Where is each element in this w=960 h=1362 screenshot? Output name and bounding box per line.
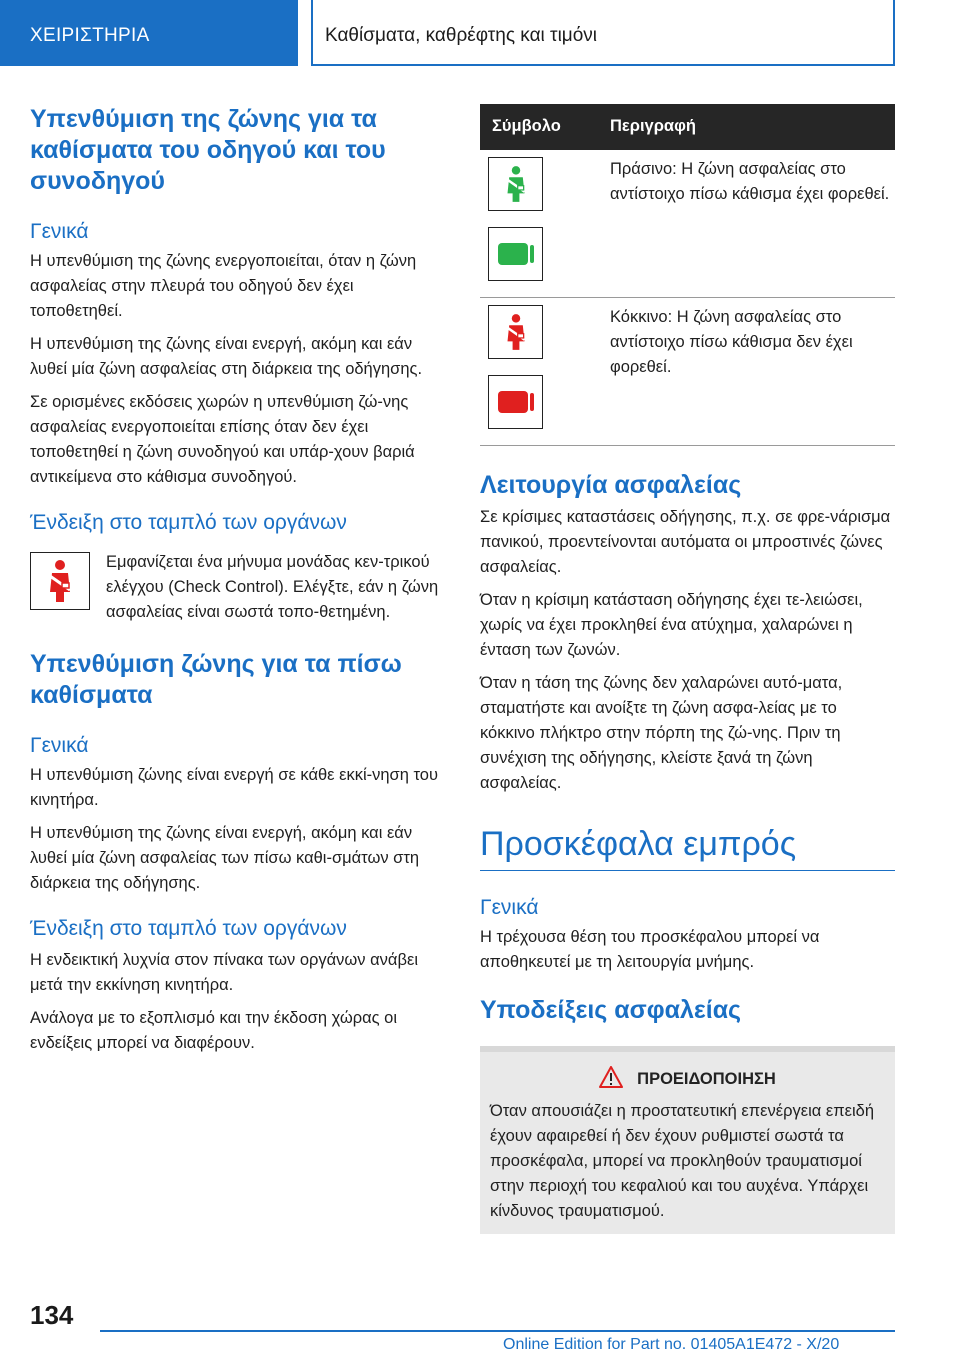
header-chapter-label: Καθίσματα, καθρέφτης και τιμόνι xyxy=(325,25,598,46)
subheading-instrument-indicator: Ένδειξη στο ταμπλό των οργάνων xyxy=(30,511,347,534)
red-seat-indicator-icon xyxy=(488,375,543,429)
table-header xyxy=(480,104,895,150)
warning-title-row xyxy=(490,1066,885,1093)
warning-title: ΠΡΟΕΙΔΟΠΟΙΗΣΗ xyxy=(637,1070,776,1088)
header-section-label: ΧΕΙΡΙΣΤΗΡΙΑ xyxy=(30,25,150,46)
indicator-description xyxy=(30,550,442,625)
section-heading-seatbelt-reminder-rear: Υπενθύμιση ζώνης για τα πίσω καθίσματα xyxy=(30,650,402,709)
red-seatbelt-icon xyxy=(488,305,543,359)
column-header-symbol: Σύμβολο xyxy=(492,117,561,135)
footer-divider xyxy=(100,1330,895,1332)
table-row xyxy=(480,298,895,446)
paragraph: Εμφανίζεται ένα μήνυμα μονάδας κεν-τρικού ελέγχου (Check Control). Ελέγξτε, εάν η ζώνη ασφαλείας είναι σωστά τοπο-θετημένη. xyxy=(106,553,439,621)
green-seatbelt-icon xyxy=(488,157,543,211)
subheading-instrument-indicator: Ένδειξη στο ταμπλό των οργάνων xyxy=(30,917,347,940)
paragraph: Η ενδεικτική λυχνία στον πίνακα των οργάνων ανάβει μετά την εκκίνηση κινητήρα. xyxy=(30,951,418,994)
section-heading-seatbelt-reminder-front: Υπενθύμιση της ζώνης για τα καθίσματα του οδηγού και του συνοδηγού xyxy=(30,105,386,195)
paragraph: Η τρέχουσα θέση του προσκέφαλου μπορεί να αποθηκευτεί με τη λειτουργία μνήμης. xyxy=(480,928,820,971)
paragraph: Σε κρίσιμες καταστάσεις οδήγησης, π.χ. σε φρε-νάρισμα πανικού, προεντείνονται αυτόματα οι μπροστινές ζώνες ασφαλείας. xyxy=(480,508,891,576)
green-seat-indicator-icon xyxy=(488,227,543,281)
subheading-general: Γενικά xyxy=(30,220,89,243)
header-chapter-box xyxy=(311,0,895,66)
subheading-general: Γενικά xyxy=(30,734,89,757)
paragraph: Η υπενθύμιση της ζώνης ενεργοποιείται, όταν η ζώνη ασφαλείας στην πλευρά του οδηγού δεν έχει τοποθετηθεί. xyxy=(30,252,417,320)
warning-box xyxy=(480,1046,895,1234)
column-header-description: Περιγραφή xyxy=(610,117,696,135)
warning-triangle-icon xyxy=(599,1066,623,1093)
paragraph: Η υπενθύμιση της ζώνης είναι ενεργή, ακόμη και εάν λυθεί μία ζώνη ασφαλείας στη διάρκεια της οδήγησης. xyxy=(30,335,423,378)
right-column xyxy=(480,104,895,1234)
row-description: Πράσινο: Η ζώνη ασφαλείας στο αντίστοιχο πίσω κάθισμα έχει φορεθεί. xyxy=(610,160,890,203)
warning-text: Όταν απουσιάζει η προστατευτική επενέργεια επειδή έχουν αφαιρεθεί ή δεν έχουν ρυθμιστεί σωστά τα προσκέφαλα, μπορεί να προκληθούν τραυματισμοί στην περιοχή του κεφαλιού και του αυχένα. Υπάρχει κίνδυνος τραυματισμού. xyxy=(490,1102,875,1220)
chapter-heading-front-headrests: Προσκέφαλα εμπρός xyxy=(480,822,895,871)
paragraph: Όταν η τάση της ζώνης δεν χαλαρώνει αυτό-ματα, σταματήστε και ανοίξτε τη ζώνη ασφα-λείας με το κόκκινο πλήκτρο στην πόρπη της ζώ-νης. Πριν τη συνέχιση της οδήγησης, κλείστε ξανά τη ζώνη ασφαλείας. xyxy=(480,674,843,792)
red-seatbelt-warning-icon xyxy=(30,552,90,610)
footer-edition-text: Online Edition for Part no. 01405A1E472 - X/20 xyxy=(503,1336,840,1353)
left-column xyxy=(30,104,442,1064)
paragraph: Ανάλογα με το εξοπλισμό και την έκδοση χώρας οι ενδείξεις μπορεί να διαφέρουν. xyxy=(30,1009,398,1052)
paragraph: Η υπενθύμιση της ζώνης είναι ενεργή, ακόμη και εάν λυθεί μία ζώνη ασφαλείας των πίσω καθι-σμάτων στη διάρκεια της οδήγησης. xyxy=(30,824,420,892)
row-description: Κόκκινο: Η ζώνη ασφαλείας στο αντίστοιχο πίσω κάθισμα δεν έχει φορεθεί. xyxy=(610,308,853,376)
header-section-tab xyxy=(0,0,298,66)
symbol-table xyxy=(480,104,895,446)
subheading-general: Γενικά xyxy=(480,896,539,919)
paragraph: Η υπενθύμιση ζώνης είναι ενεργή σε κάθε εκκί-νηση του κινητήρα. xyxy=(30,766,438,809)
section-heading-safety-notes: Υποδείξεις ασφαλείας xyxy=(480,996,742,1024)
section-heading-safety-function: Λειτουργία ασφαλείας xyxy=(480,471,742,499)
table-row xyxy=(480,150,895,298)
paragraph: Όταν η κρίσιμη κατάσταση οδήγησης έχει τε-λειώσει, χωρίς να έχει προκληθεί ένα ατύχημα, χαλαρώνει η ένταση των ζωνών. xyxy=(480,591,863,659)
paragraph: Σε ορισμένες εκδόσεις χωρών η υπενθύμιση ζώ-νης ασφαλείας ενεργοποιείται επίσης όταν δεν έχει τοποθετηθεί η ζώνη συνοδηγού και υπάρ-χουν βαριά αντικείμενα στο κάθισμα συνοδηγού. xyxy=(30,393,415,486)
page-number: 134 xyxy=(30,1300,74,1330)
